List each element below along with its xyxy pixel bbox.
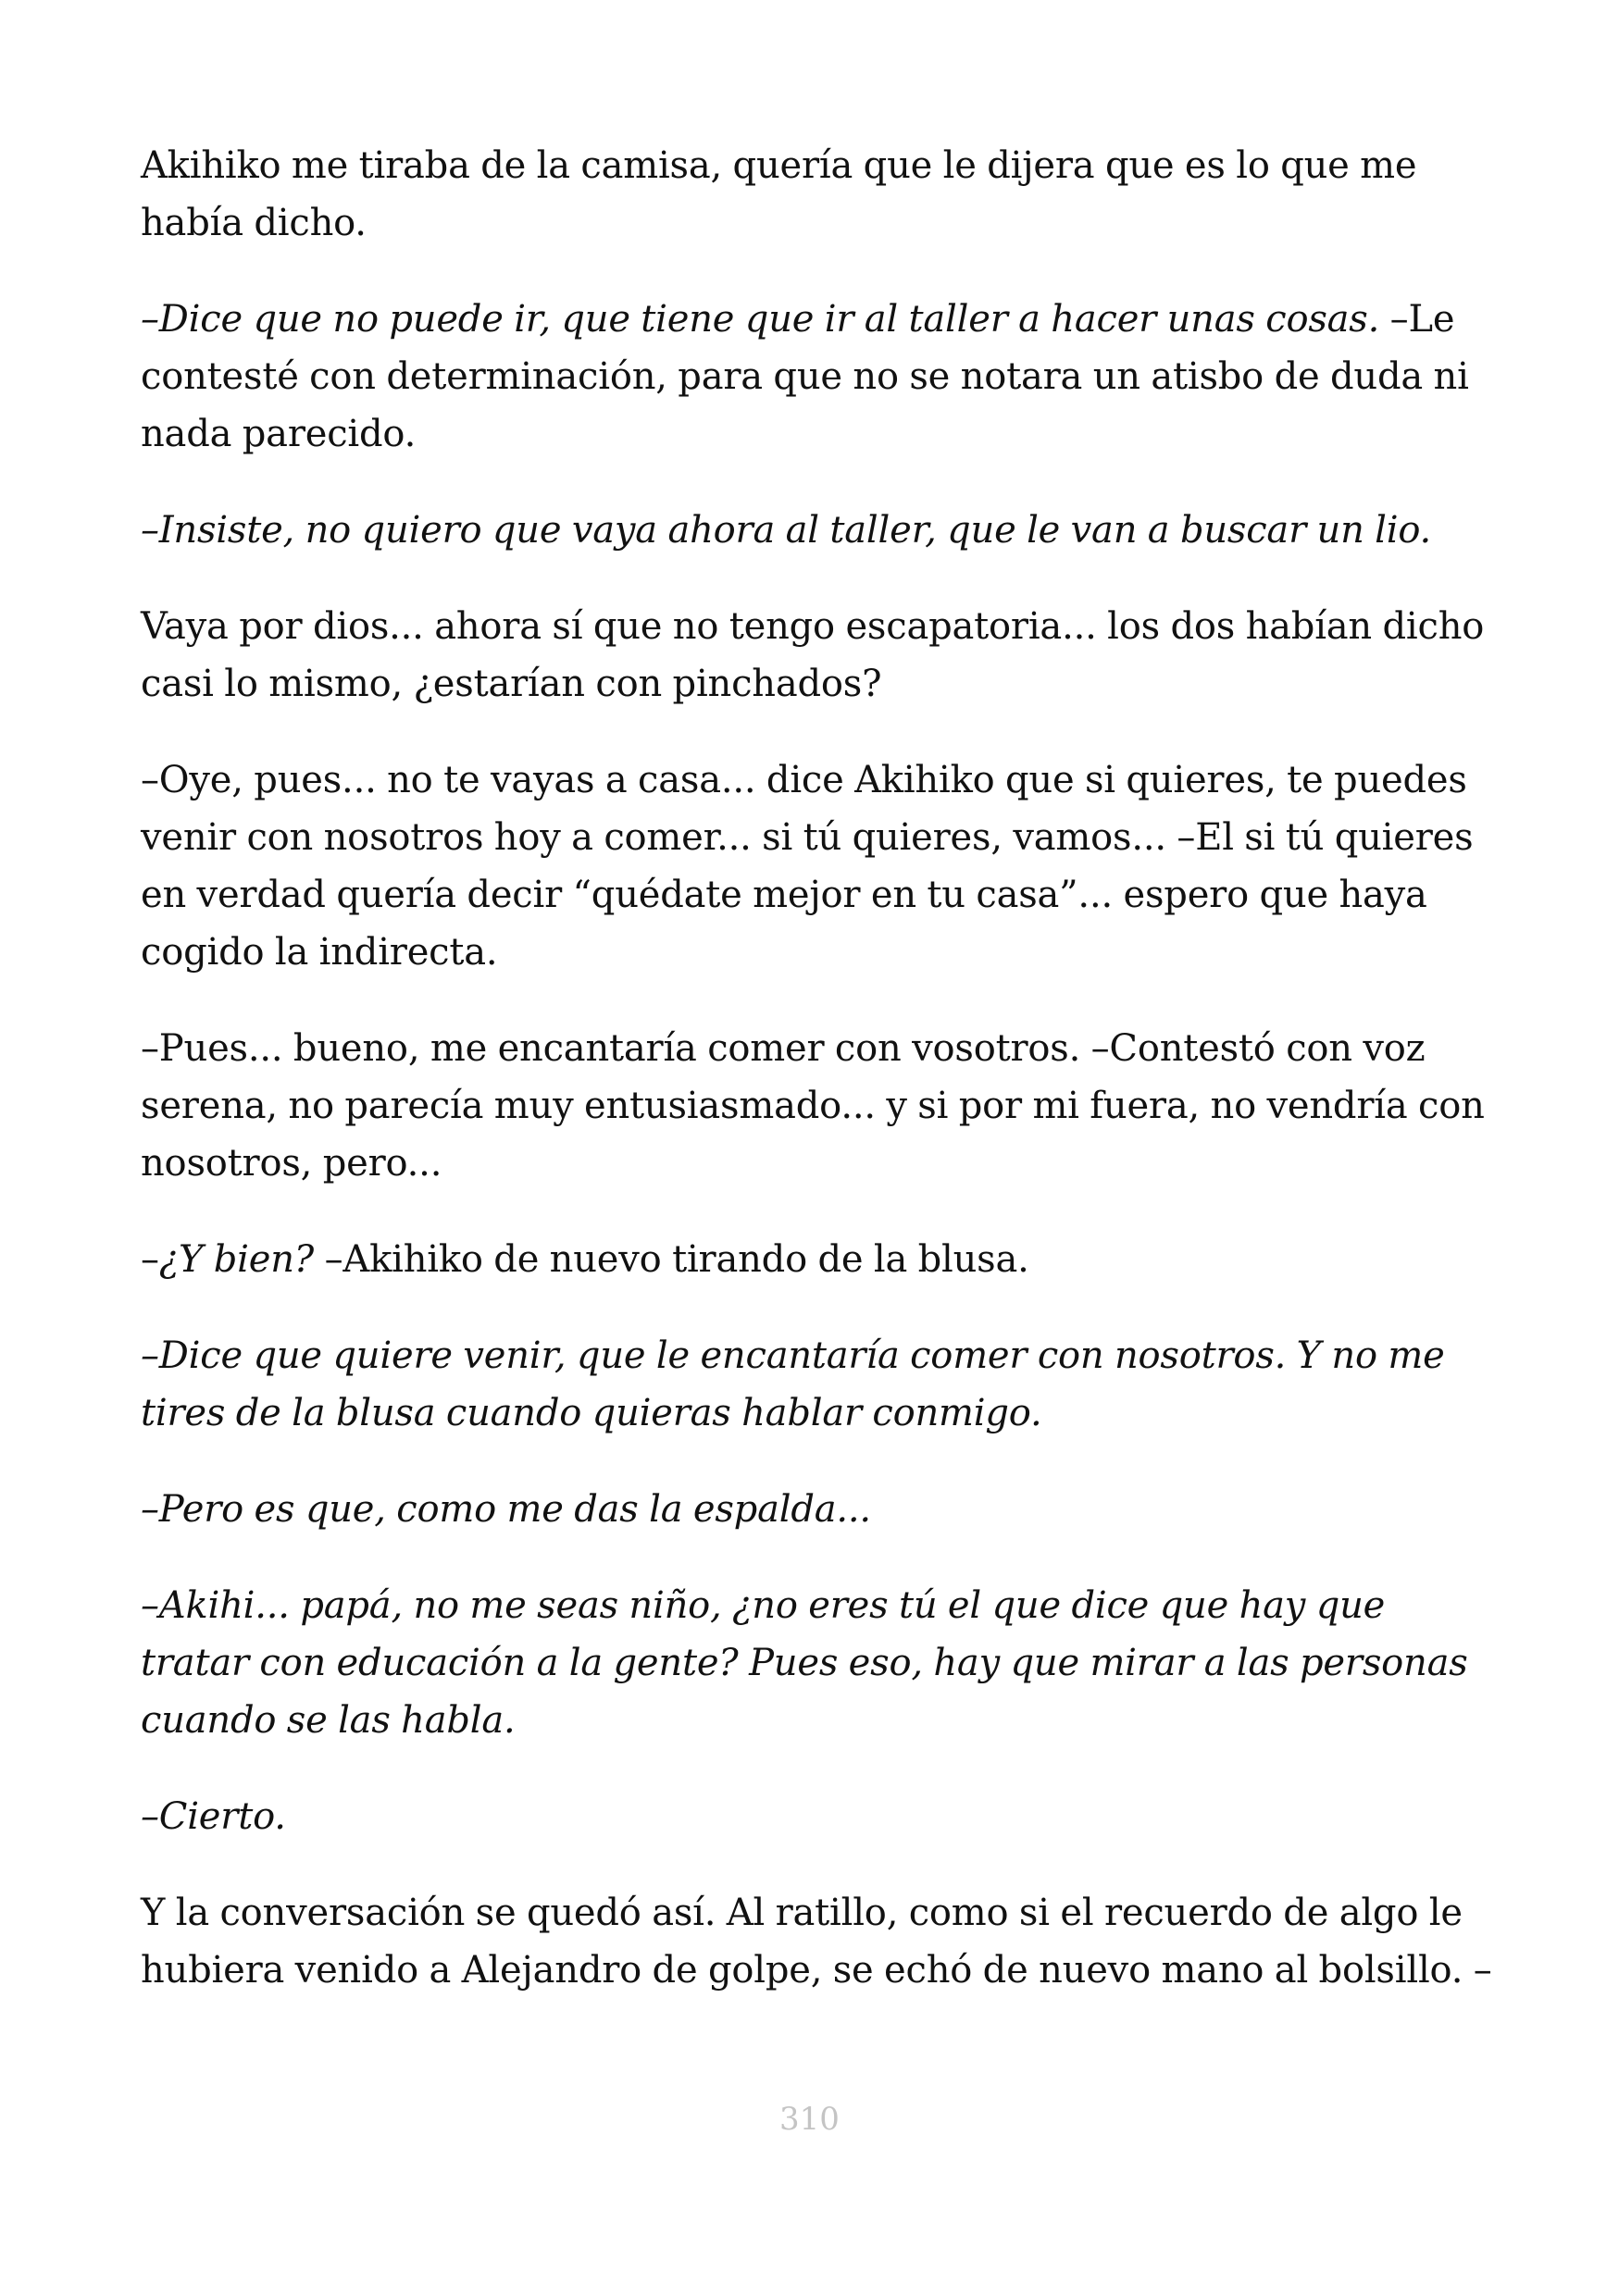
page-number: 310 [779,2101,840,2138]
text-segment: Vaya por dios... ahora sí que no tengo escapatoria... los dos habían dicho casi lo mismo, ¿estarían con pinchados? [141,605,1485,705]
paragraph [141,598,1498,713]
italic-text-segment: –Dice que quiere venir, que le encantaría comer con nosotros. Y no me tires de la blusa cuando quieras hablar conmigo. [141,1334,1445,1434]
italic-text-segment: –Dice que no puede ir, que tiene que ir al taller a hacer unas cosas. [141,298,1380,341]
italic-text-segment: –Pero es que, como me das la espalda... [141,1488,871,1531]
paragraph [141,137,1498,252]
paragraph [141,1884,1498,1999]
paragraph [141,1577,1498,1749]
paragraph [141,1481,1498,1538]
paragraph [141,1020,1498,1192]
italic-text-segment: –Insiste, no quiero que vaya ahora al taller, que le van a buscar un lio. [141,509,1432,552]
paragraph [141,751,1498,981]
paragraph [141,1788,1498,1845]
italic-text-segment: ¿Y bien? [158,1238,315,1281]
text-segment: Y la conversación se quedó así. Al ratillo, como si el recuerdo de algo le hubiera venido a Alejandro de golpe, se echó de nuevo mano al bolsillo. – [141,1892,1492,1992]
text-segment: –Pues... bueno, me encantaría comer con vosotros. –Contestó con voz serena, no parecía muy entusiasmado... y si por mi fuera, no vendría con nosotros, pero... [141,1027,1485,1185]
body-text [141,137,1498,2038]
text-segment: Akihiko me tiraba de la camisa, quería que le dijera que es lo que me había dicho. [141,144,1417,244]
text-segment: –Oye, pues... no te vayas a casa... dice Akihiko que si quieres, te puedes venir con nosotros hoy a comer... si tú quieres, vamos... –El si tú quieres en verdad quería decir “quédate mejor en tu casa”... espero que haya cogido la indirecta. [141,759,1474,974]
text-segment: – [141,1238,159,1281]
text-segment: –Akihiko de nuevo tirando de la blusa. [314,1238,1029,1281]
text-segment: –Le contesté con determinación, para que no se notara un atisbo de duda ni nada parecido. [141,298,1469,455]
italic-text-segment: –Cierto. [141,1795,286,1838]
paragraph [141,1231,1498,1288]
paragraph [141,291,1498,463]
paragraph [141,502,1498,559]
italic-text-segment: –Akihi... papá, no me seas niño, ¿no eres tú el que dice que hay que tratar con educación a la gente? Pues eso, hay que mirar a las personas cuando se las habla. [141,1584,1468,1742]
paragraph [141,1327,1498,1442]
